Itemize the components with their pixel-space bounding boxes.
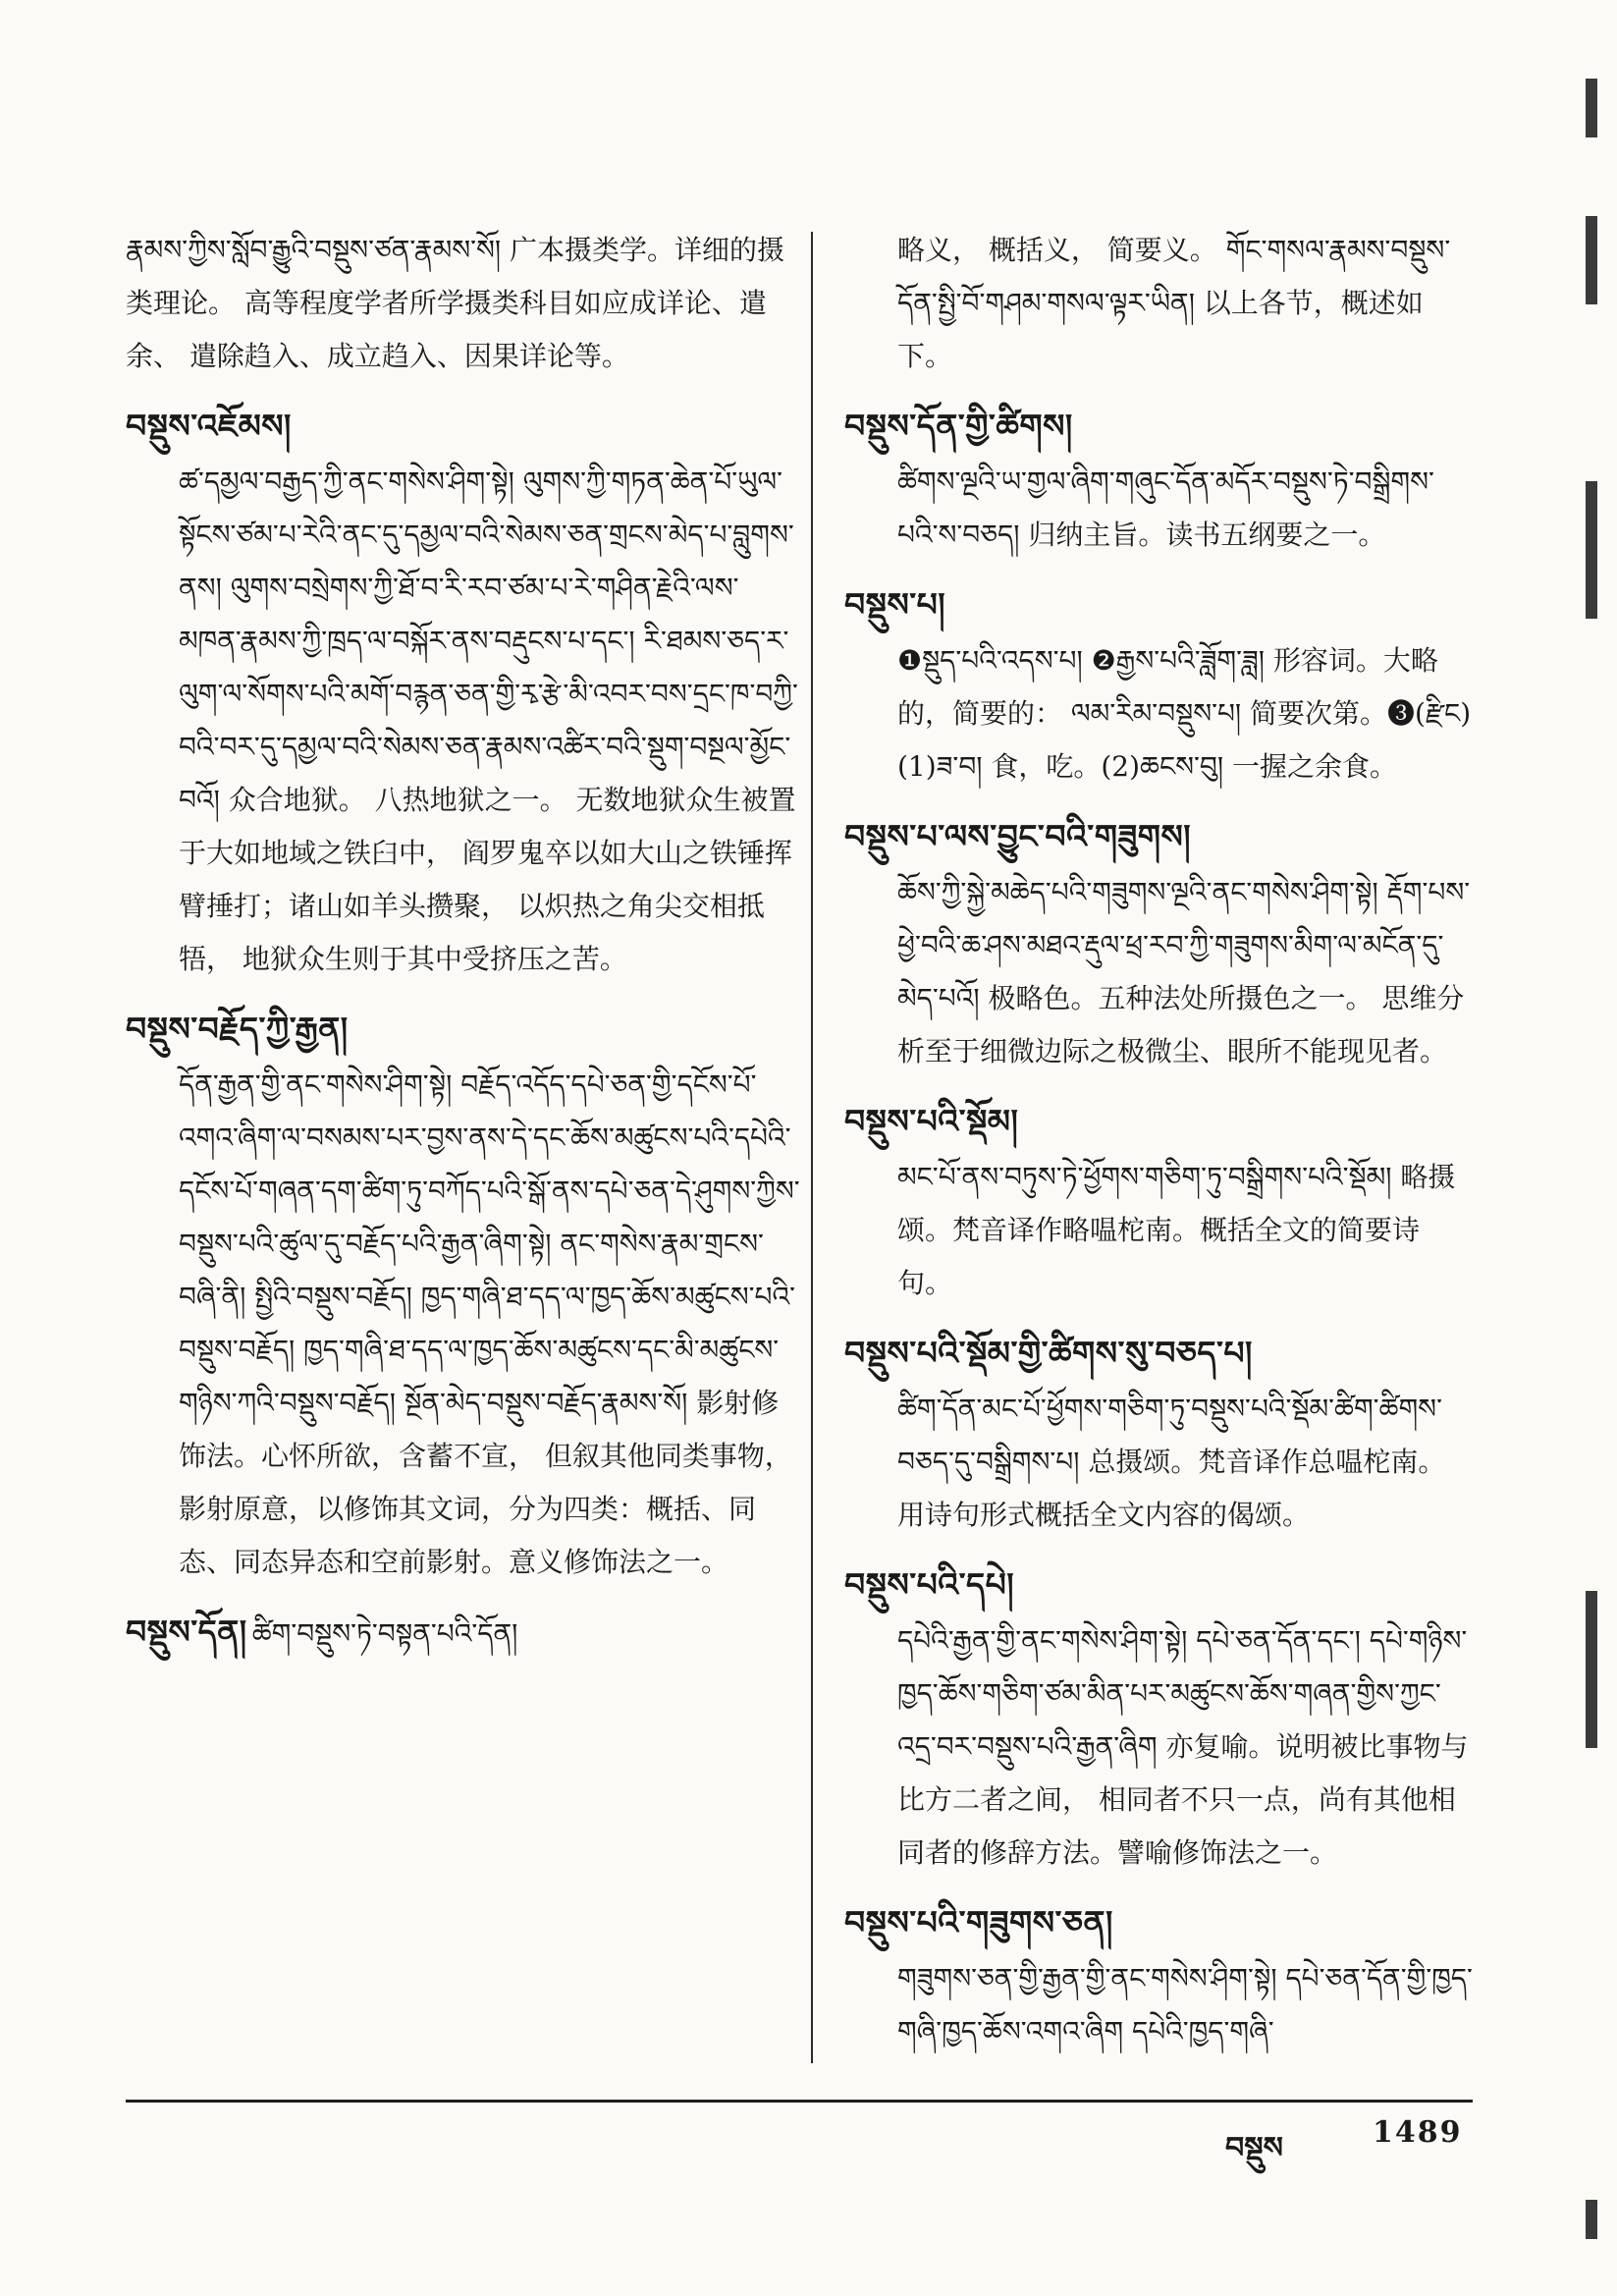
entry-definition: དཔེའི་རྒྱན་གྱི་ནང་གསེས་ཤིག་སྟེ། དཔེ་ཅན་དོན་དང་། དཔེ་གཉིས་ཁྱད་ཆོས་གཅིག་ཙམ་མིན་པར་མཚུངས་ཆོས་གཞན་གྱིས་ཀྱང་འདྲ་བར་བསྡུས་པའི་རྒྱན་ཞིག 亦复喻。说明被比事物与比方二者之间， 相同者不只一点，尚有其他相同者的修辞方法。譬喻修饰法之一。: [897, 1624, 1469, 1869]
entry: [844, 1893, 1473, 2058]
entry-headword: བསྡུས་འཇོམས།: [126, 407, 292, 445]
entry-definition: ཚིག་དོན་མང་པོ་ཕྱོགས་གཅིག་ཏུ་བསྡུས་པའི་སྡོམ་ཚིག་ཚིགས་བཅད་དུ་བསྒྲིགས་པ། 总摄颂。梵音译作总嗢柁南。 用诗句形式概括全文内容的偈颂。: [897, 1393, 1446, 1531]
entry-headword: བསྡུས་པ།: [844, 585, 946, 624]
entry: [126, 1000, 801, 1589]
entry-definition: རྣམས་ཀྱིས་སློབ་རྒྱུའི་བསྡུས་ཙན་རྣམས་སོ། 广本摄类学。详细的摄类理论。 高等程度学者所学摄类科目如应成详论、遣余、 遣除趋入、成立趋入、因果详论等。: [126, 234, 785, 372]
entry-definition: ཚིག་བསྡུས་ཏེ་བསྟན་པའི་དོན།: [251, 1617, 518, 1650]
footer-rule: [126, 2100, 1473, 2103]
entry-headword: བསྡུས་པའི་སྡོམ་གྱི་ཚིགས་སུ་བཅད་པ།: [844, 1334, 1253, 1372]
entry: [844, 1324, 1473, 1542]
entry: [126, 224, 801, 383]
entry-headword: བསྡུས་དོན།: [126, 1613, 247, 1651]
entry-headword: བསྡུས་དོན་གྱི་ཚིགས།: [844, 407, 1073, 445]
entry: [844, 397, 1473, 562]
entry-definition: དོན་རྒྱན་གྱི་ནང་གསེས་ཤིག་སྟེ། བརྗོད་འདོད་དཔེ་ཅན་གྱི་དངོས་པོ་འགའ་ཞིག་ལ་བསམས་པར་བྱས་ནས་དེ་དང་ཆོས་མཚུངས་པའི་དཔེའི་དངོས་པོ་གཞན་དག་ཚིག་ཏུ་བཀོད་པའི་སྒོ་ནས་དཔེ་ཅན་དེ་ཤུགས་ཀྱིས་བསྡུས་པའི་ཚུལ་དུ་བརྗོད་པའི་རྒྱན་ཞིག་སྟེ། ནང་གསེས་རྣམ་གྲངས་བཞི་ནི། སྤྱིའི་བསྡུས་བརྗོད། ཁྱད་གཞི་ཐ་དད་ལ་ཁྱད་ཆོས་མཚུངས་པའི་བསྡུས་བརྗོད། ཁྱད་གཞི་ཐ་དད་ལ་ཁྱད་ཆོས་མཚུངས་དང་མི་མཚུངས་གཉིས་ཀའི་བསྡུས་བརྗོད། སྔོན་མེད་བསྡུས་བརྗོད་རྣམས་སོ། 影射修饰法。心怀所欲，含蓄不宣， 但叙其他同类事物，影射原意，以修饰其文词，分为四类：概括、同态、同态异态和空前影射。意义修饰法之一。: [179, 1068, 800, 1578]
left-column: [126, 224, 801, 1675]
entry: [844, 1556, 1473, 1880]
entry-headword: བསྡུས་པའི་གཟུགས་ཅན།: [844, 1903, 1113, 1941]
entry-headword: བསྡུས་བརྗོད་ཀྱི་རྒྱན།: [126, 1010, 349, 1048]
column-divider: [811, 232, 813, 2063]
entry-definition: ཚ་དམྱལ་བརྒྱད་ཀྱི་ནང་གསེས་ཤིག་སྟེ། ལུགས་ཀྱི་གཏན་ཆེན་པོ་ཡུལ་སྟོངས་ཙམ་པ་རེའི་ནང་དུ་དམྱལ་བའི་སེམས་ཅན་གྲངས་མེད་པ་བླུགས་ནས། ལུགས་བསྲེགས་ཀྱི་ཐོ་བ་རི་རབ་ཙམ་པ་རེ་གཤིན་རྗེའི་ལས་མཁན་རྣམས་ཀྱི་ཁྲད་ལ་བསྐོར་ནས་བརྡུངས་པ་དང་། རི་ཐམས་ཅད་ར་ལུག་ལ་སོགས་པའི་མགོ་བརྙན་ཅན་གྱི་རྭ་རྩེ་མི་འབར་བས་དྲང་ཁ་བཀྱི་བའི་བར་དུ་དམྱལ་བའི་སེམས་ཅན་རྣམས་འཚིར་བའི་སྡུག་བསྔལ་མྱོང་བའོ། 众合地狱。 八热地狱之一。 无数地狱众生被置于大如地域之铁臼中， 阎罗鬼卒以如大山之铁锤挥臂捶打；诸山如羊头攒聚， 以炽热之角尖交相抵牾， 地狱众生则于其中受挤压之苦。: [179, 465, 798, 975]
entry: [844, 224, 1473, 383]
entry: [844, 575, 1473, 793]
entry-headword: བསྡུས་པའི་དཔེ།: [844, 1565, 1015, 1604]
entry-definition: 略义， 概括义， 简要义。 གོང་གསལ་རྣམས་བསྡུས་དོན་སྤྱི་བོ་གཤམ་གསལ་ལྟར་ཡིན། 以上各节，概述如下。: [897, 234, 1451, 372]
entry-headword: བསྡུས་པའི་སྡོམ།: [844, 1102, 1019, 1140]
entry: [126, 1603, 801, 1662]
page-number: 1489: [1373, 2115, 1463, 2150]
entry-definition: གཟུགས་ཅན་གྱི་རྒྱན་གྱི་ནང་གསེས་ཤིག་སྟེ། དཔེ་ཅན་དོན་གྱི་ཁྱད་གཞི་ཁྱད་ཆོས་འགའ་ཞིག དཔེའི་ཁྱད་གཞི་: [897, 1962, 1473, 2048]
entry-headword: བསྡུས་པ་ལས་བྱུང་བའི་གཟུགས།: [844, 817, 1192, 855]
entry-definition: ཆོས་ཀྱི་སྐྱེ་མཆེད་པའི་གཟུགས་ལྔའི་ནང་གསེས་ཤིག་སྟེ། རྡོག་པས་ཕྱེ་བའི་ཆ་ཤས་མཐའ་རྡུལ་ཕྲ་རབ་ཀྱི་གཟུགས་མིག་ལ་མངོན་དུ་མེད་པའོ། 极略色。五种法处所摄色之一。 思维分析至于细微边际之极微尘、眼所不能现见者。: [897, 876, 1471, 1067]
entry-definition: ❶སྡུད་པའི་འདས་པ། ❷རྒྱས་པའི་ཟློག་ཟླ། 形容词。大略的，简要的： ལམ་རིམ་བསྡུས་པ། 简要次第。❸(རྫིང) (1)ཟ་བ། 食，吃。(2)ཆངས་བུ། 一握之余食。: [897, 644, 1472, 783]
entry: [126, 397, 801, 986]
running-head: བསྡུས: [1225, 2131, 1283, 2165]
right-column: [844, 224, 1473, 2072]
entry-definition: ཚིགས་ལྔའི་ཡ་གྱལ་ཞིག་གཞུང་དོན་མདོར་བསྡུས་ཏེ་བསྒྲིགས་པའི་ས་བཅད། 归纳主旨。读书五纲要之一。: [897, 465, 1434, 551]
entry: [844, 1092, 1473, 1310]
scan-edge-marks: [1586, 59, 1599, 2239]
entry: [844, 807, 1473, 1078]
entry-definition: མང་པོ་ནས་བཏུས་ཏེ་ཕྱོགས་གཅིག་ཏུ་བསྒྲིགས་པའི་སྡོམ། 略摄颂。梵音译作略嗢柁南。概括全文的简要诗句。: [897, 1161, 1456, 1299]
